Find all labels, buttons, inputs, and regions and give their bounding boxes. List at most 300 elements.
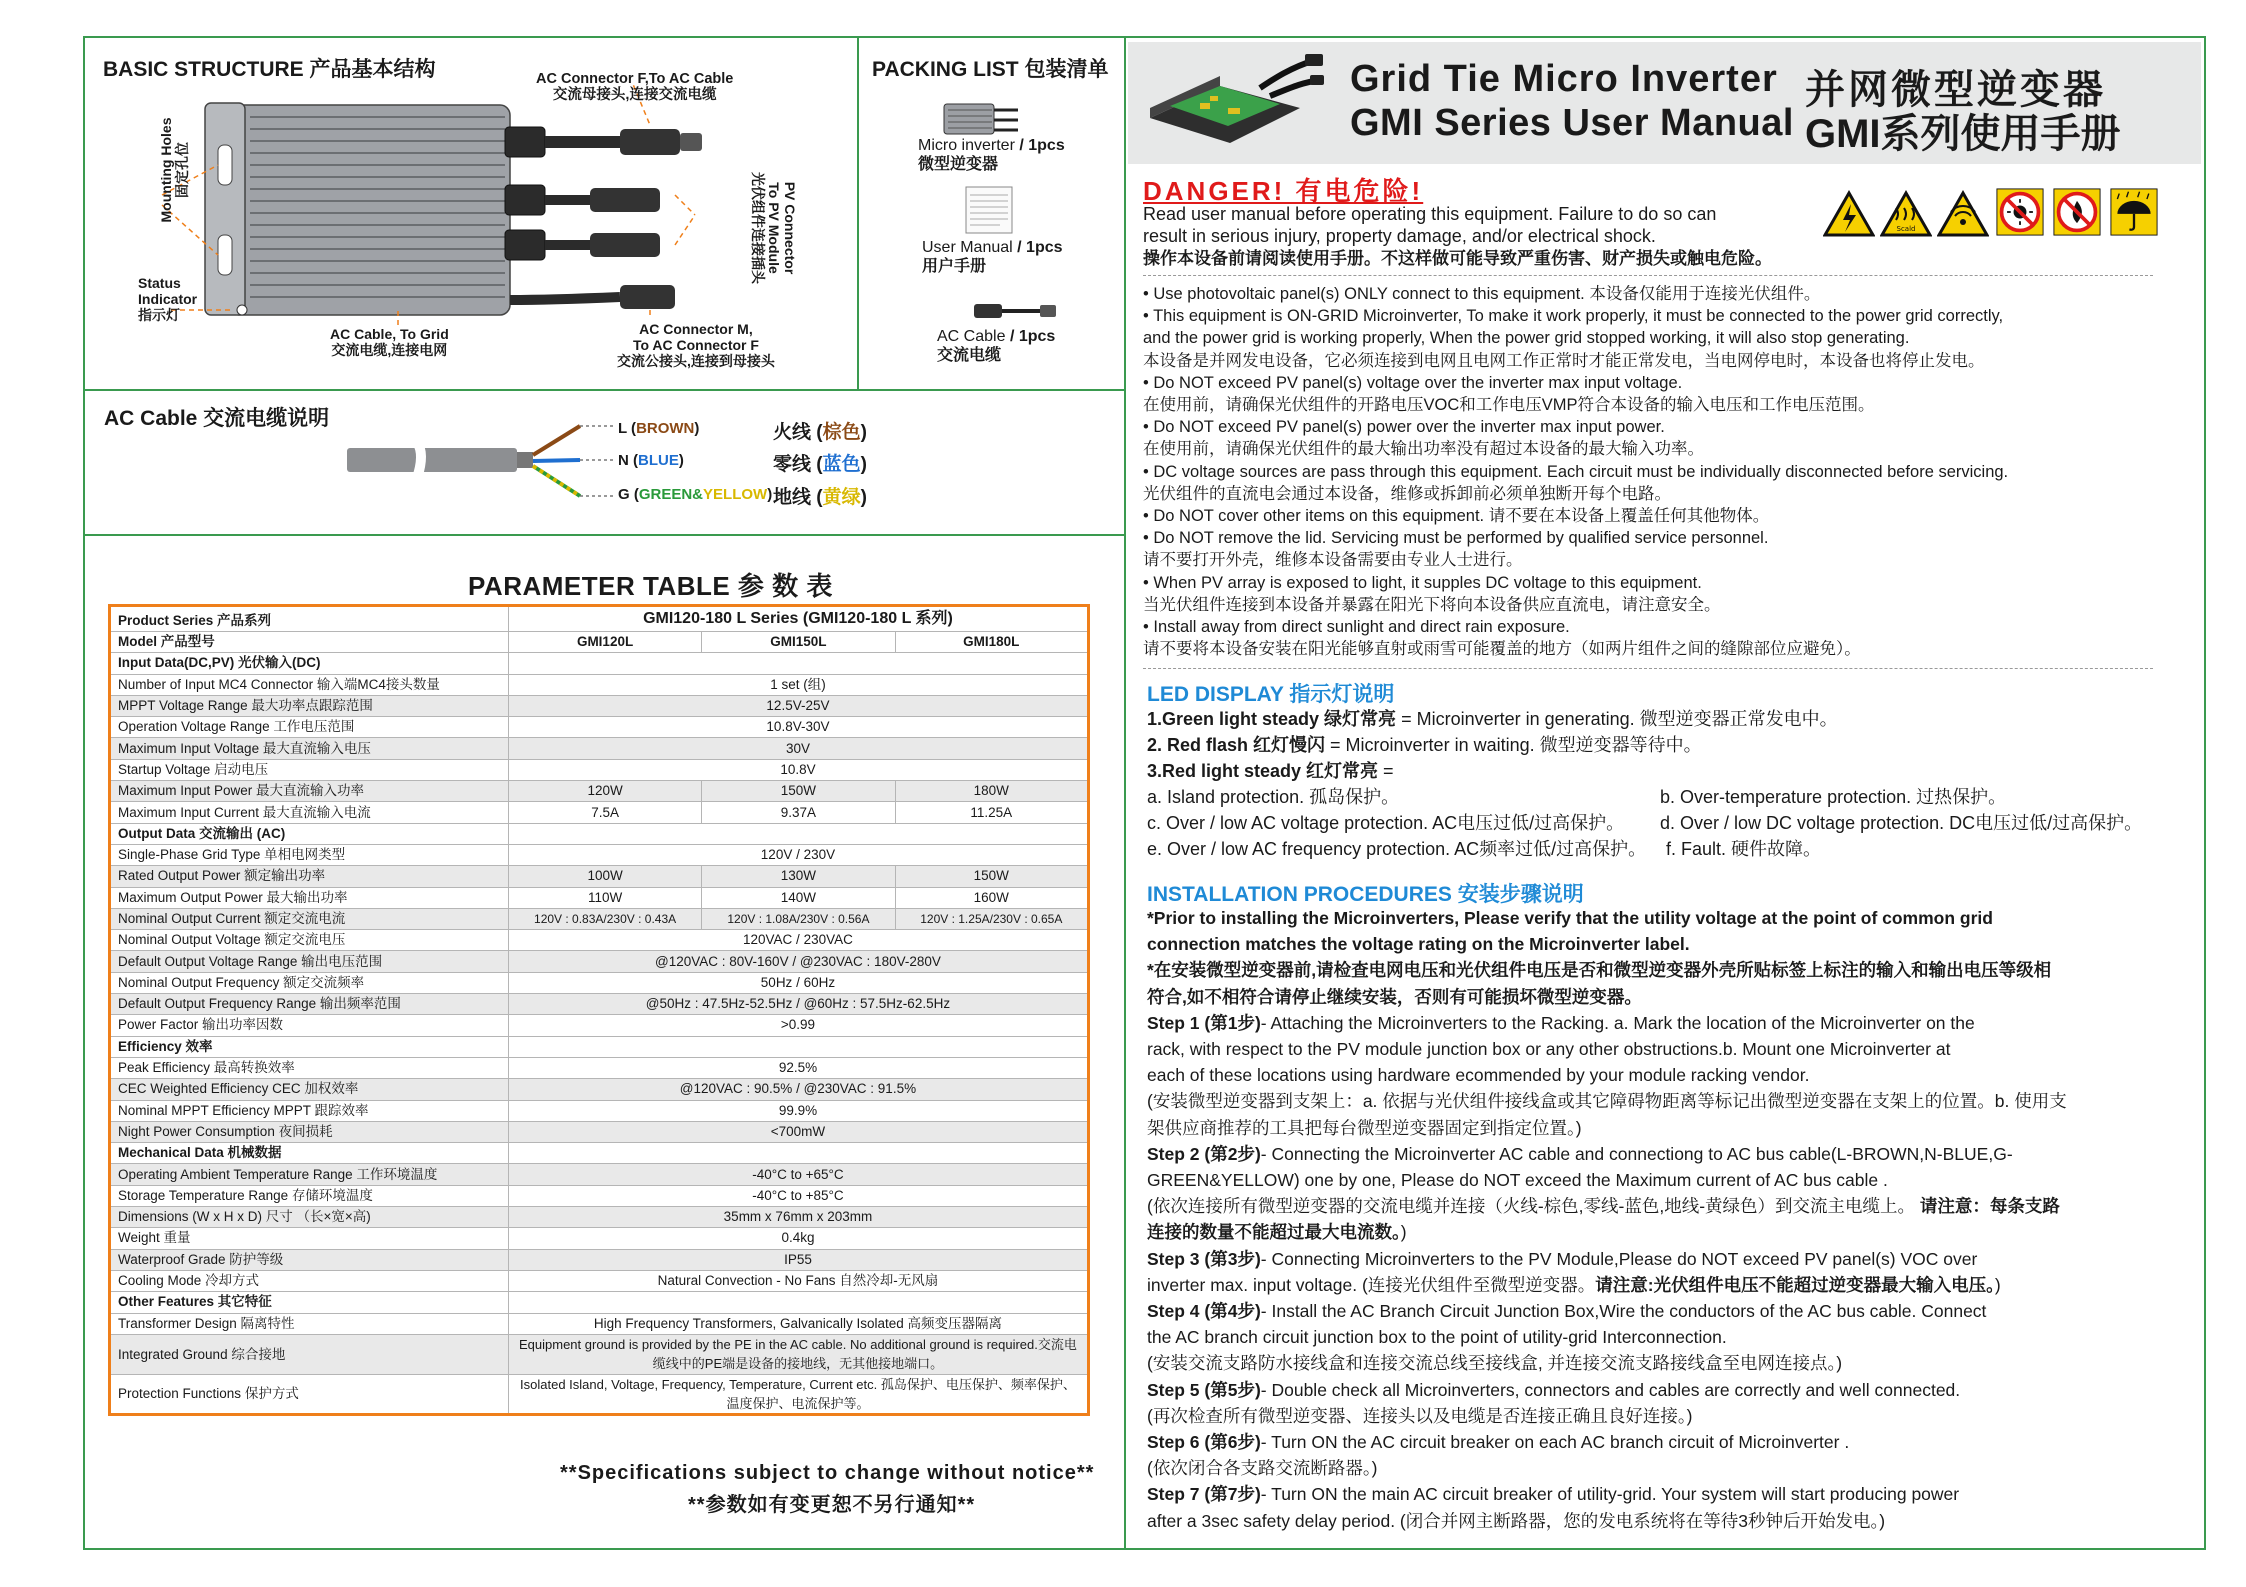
param-name: Night Power Consumption 夜间损耗 — [110, 1121, 509, 1142]
label-line: 光伏组件连接插头 — [750, 172, 766, 284]
param-value: 150W — [895, 866, 1088, 887]
install-text: rack, with respect to the PV module junction box or any other obstructions.b. Mount one Microinverter at — [1147, 1039, 1951, 1059]
packing-item-qty: / 1pcs — [1017, 239, 1063, 256]
param-value: 99.9% — [508, 1100, 1088, 1121]
table-row — [110, 759, 1089, 780]
led-fault-a: a. Island protection. 孤岛保护。 — [1147, 787, 1400, 807]
table-row — [110, 738, 1089, 759]
param-value: High Frequency Transformers, Galvanically Isolated 高频变压器隔离 — [508, 1313, 1088, 1334]
install-line — [1147, 984, 1642, 1010]
param-value: 120V / 230V — [508, 844, 1088, 865]
danger-bullet: • Install away from direct sunlight and direct rain exposure. — [1143, 618, 1570, 636]
param-value: 10.8V — [508, 759, 1088, 780]
led-state: 2. Red flash 红灯慢闪 — [1147, 735, 1326, 755]
install-text: ) — [1400, 1222, 1407, 1243]
install-line — [1147, 1377, 1960, 1403]
param-name: Default Output Voltage Range 输出电压范围 — [110, 951, 509, 972]
param-value: @120VAC : 80V-160V / @230VAC : 180V-280V — [508, 951, 1088, 972]
table-row — [110, 866, 1089, 887]
param-value: 9.37A — [702, 802, 895, 823]
radiation-warning-icon — [1937, 190, 1989, 238]
label-status-indicator — [138, 275, 197, 323]
install-text: (依次闭合各支路交流断路器。) — [1147, 1458, 1378, 1479]
table-row — [110, 1164, 1089, 1185]
param-name: CEC Weighted Efficiency CEC 加权效率 — [110, 1079, 509, 1100]
packing-item-cable — [937, 327, 1055, 365]
table-row — [110, 1207, 1089, 1228]
install-text: - Install the AC Branch Circuit Junction Box,Wire the conductors of the AC bus cable. Connect — [1260, 1301, 1987, 1321]
param-value — [508, 1036, 1088, 1057]
table-row — [110, 606, 1089, 632]
param-value: 150W — [702, 781, 895, 802]
install-line — [1147, 1036, 1950, 1062]
param-name: Power Factor 输出功率因数 — [110, 1015, 509, 1036]
model-cell: GMI120L — [508, 632, 701, 653]
danger-bullet: 请不要将本设备安装在阳光能够直射或雨雪可能覆盖的地方（如两片组件之间的缝隙部位应避免）。 — [1143, 640, 1861, 659]
wire-color-name: GREEN& — [638, 486, 704, 503]
param-name: Default Output Frequency Range 输出频率范围 — [110, 994, 509, 1015]
series-value: GMI120-180 L Series (GMI120-180 L 系列) — [508, 606, 1088, 632]
title-en-line1: Grid Tie Micro Inverter — [1350, 58, 1778, 100]
table-row — [110, 1143, 1089, 1164]
micro-inverter-thumbnail — [940, 98, 1020, 140]
param-value: Natural Convection - No Fans 自然冷却-无风扇 — [508, 1270, 1088, 1291]
param-value: 140W — [702, 887, 895, 908]
wire-zh-c: ) — [860, 422, 867, 443]
danger-bullet: • Do NOT remove the lid. Servicing must be performed by qualified service personnel. — [1143, 529, 1769, 548]
install-line — [1147, 1141, 2013, 1167]
wire-code-end: ) — [694, 420, 700, 437]
wire-zh-b: 蓝色 — [822, 454, 861, 475]
wire-code-end: ) — [678, 452, 684, 469]
packing-list-heading: PACKING LIST 包装清单 — [872, 58, 1109, 81]
label-pv-connector — [742, 148, 798, 308]
wire-g-zh — [773, 482, 867, 509]
param-value: 10.8V-30V — [508, 717, 1088, 738]
param-value: 7.5A — [508, 802, 701, 823]
param-name: Operating Ambient Temperature Range 工作环境温度 — [110, 1164, 509, 1185]
install-line — [1147, 1088, 2067, 1114]
param-value — [508, 1292, 1088, 1313]
param-value: 92.5% — [508, 1057, 1088, 1078]
param-value: Isolated Island, Voltage, Frequency, Temperature, Current etc. 孤岛保护、电压保护、频率保护、温度保护、电流保护等。 — [508, 1374, 1088, 1414]
packing-item-zh: 交流电缆 — [937, 347, 1002, 364]
param-name: Operation Voltage Range 工作电压范围 — [110, 717, 509, 738]
wire-code: N ( — [618, 452, 638, 469]
param-value: 180W — [895, 781, 1088, 802]
param-value: 120VAC / 230VAC — [508, 930, 1088, 951]
danger-bullet: and the power grid is working properly, When the power grid stopped working, it will also stop generating. — [1143, 329, 1910, 348]
install-text: - Connecting the Microinverter AC cable and connectiong to AC bus cable(L-BROWN,N-BLUE,G- — [1260, 1143, 2013, 1164]
param-name: Single-Phase Grid Type 单相电网类型 — [110, 844, 509, 865]
label-line: 交流电缆,连接电网 — [331, 342, 448, 358]
install-bold-text: Step 5 (第5步) — [1147, 1379, 1261, 1400]
param-name: Input Data(DC,PV) 光伏输入(DC) — [110, 653, 509, 674]
install-text: after a 3sec safety delay period. (闭合并网主断路器，您的发电系统将在等待3秒钟后开始发电。) — [1147, 1510, 1886, 1531]
param-name: Integrated Ground 综合接地 — [110, 1334, 509, 1374]
param-value: 100W — [508, 866, 701, 887]
packing-item-zh: 微型逆变器 — [918, 156, 999, 173]
param-value — [508, 1143, 1088, 1164]
label-mounting-holes — [158, 100, 198, 240]
label-ac-connector-f — [536, 71, 733, 103]
divider-basic — [83, 389, 1125, 391]
param-value: 120V : 1.25A/230V : 0.65A — [895, 908, 1088, 929]
hot-surface-warning-icon — [1880, 190, 1932, 238]
wire-g-label — [618, 486, 772, 503]
install-bold-text: 连接的数量不能超过最大电流数。 — [1147, 1222, 1401, 1243]
ac-cable-thumbnail — [970, 296, 1060, 324]
danger-bullet: 在使用前，请确保光伏组件的开路电压VOC和工作电压VMP符合本设备的输入电压和工作电压范围。 — [1143, 396, 1875, 414]
label-line: AC Connector F,To AC Cable — [536, 71, 734, 87]
no-sunlight-icon — [1994, 188, 2046, 236]
install-line — [1147, 1324, 1727, 1350]
label-line: 交流公接头,连接到母接头 — [617, 353, 775, 369]
label-line: Indicator — [138, 291, 198, 307]
param-value — [508, 653, 1088, 674]
param-value: -40°C to +85°C — [508, 1185, 1088, 1206]
label-line: 交流母接头,连接交流电缆 — [552, 87, 717, 103]
param-name: Dimensions (W x H x D) 尺寸 （长×宽×高) — [110, 1207, 509, 1228]
led-red-steady — [1147, 758, 1394, 784]
table-row — [110, 844, 1089, 865]
table-row — [110, 823, 1089, 844]
install-text: (安装微型逆变器到支架上：a. 依据与光伏组件接线盒或其它障碍物距离等标记出微型逆变器在支架上的位置。b. 使用支 — [1147, 1091, 2067, 1112]
param-value: 110W — [508, 887, 701, 908]
installation-heading: INSTALLATION PROCEDURES 安装步骤说明 — [1147, 883, 1584, 906]
label-line: AC Cable, To Grid — [330, 326, 449, 342]
table-row — [110, 1079, 1089, 1100]
model-cell: GMI180L — [895, 632, 1088, 653]
divider-cable — [83, 534, 1125, 536]
install-line — [1147, 1010, 1975, 1036]
param-name: Rated Output Power 额定输出功率 — [110, 866, 509, 887]
danger-bullet: 光伏组件的直流电会通过本设备，维修或拆卸前必须单独断开每个电路。 — [1143, 484, 1671, 503]
table-row — [110, 1249, 1089, 1270]
param-value: 30V — [508, 738, 1088, 759]
spec-note-zh: **参数如有变更恕不另行通知** — [688, 1494, 976, 1516]
table-row — [110, 1121, 1089, 1142]
led-fault-c: c. Over / low AC voltage protection. AC电压过低/过高保护。 — [1147, 813, 1625, 833]
danger-title: DANGER! 有电危险! — [1143, 176, 1424, 206]
label-ac-cable-grid — [330, 326, 449, 358]
install-line — [1147, 957, 2051, 983]
install-line — [1147, 1403, 1692, 1429]
install-text: - Turn ON the AC circuit breaker on each AC branch circuit of Microinverter . — [1260, 1432, 1850, 1452]
wire-n-label — [618, 452, 684, 469]
param-name: Nominal Output Current 额定交流电流 — [110, 908, 509, 929]
svg-text:Scald: Scald — [1896, 225, 1916, 233]
install-text: each of these locations using hardware ecommended by your module racking vendor. — [1147, 1065, 1810, 1086]
table-row — [110, 951, 1089, 972]
param-name: Maximum Output Power 最大输出功率 — [110, 887, 509, 908]
install-line — [1147, 1167, 1888, 1193]
danger-bullet: • When PV array is exposed to light, it supples DC voltage to this equipment. — [1143, 573, 1702, 592]
param-value: 0.4kg — [508, 1228, 1088, 1249]
install-bold-text: connection matches the voltage rating on the Microinverter label. — [1147, 934, 1690, 955]
install-line — [1147, 905, 1993, 931]
install-text: - Attaching the Microinverters to the Racking. a. Mark the location of the Microinverter on the — [1260, 1012, 1975, 1033]
param-name: Other Features 其它特征 — [110, 1292, 509, 1313]
packing-item-qty: / 1pcs — [1009, 328, 1056, 345]
install-line — [1147, 1062, 1809, 1088]
install-bold-text: Step 1 (第1步) — [1147, 1012, 1261, 1033]
wire-color-name: BLUE — [638, 452, 679, 469]
danger-bullet: • Do NOT cover other items on this equipment. 请不要在本设备上覆盖任何其他物体。 — [1143, 507, 1770, 525]
install-line — [1147, 1193, 2060, 1219]
table-row — [110, 1100, 1089, 1121]
label-line: To AC Connector F — [632, 337, 759, 353]
title-en-line2: GMI Series User Manual — [1350, 102, 1794, 144]
danger-bullet: • Use photovoltaic panel(s) ONLY connect to this equipment. 本设备仅能用于连接光伏组件。 — [1143, 285, 1821, 303]
param-name: Nominal Output Frequency 额定交流频率 — [110, 972, 509, 993]
param-value: 160W — [895, 887, 1088, 908]
table-row — [110, 653, 1089, 674]
table-row — [110, 1292, 1089, 1313]
param-name: Protection Functions 保护方式 — [110, 1374, 509, 1414]
keep-dry-icon — [2108, 188, 2160, 236]
led-divider — [1143, 668, 2153, 669]
wire-code-end: ) — [767, 486, 773, 503]
table-row — [110, 1334, 1089, 1374]
parameter-table-heading: PARAMETER TABLE 参 数 表 — [468, 571, 833, 601]
wire-color-name: BROWN — [636, 420, 695, 437]
label-line: To PV Module — [766, 182, 782, 274]
param-value — [508, 823, 1088, 844]
param-value: 130W — [702, 866, 895, 887]
table-row — [110, 1313, 1089, 1334]
install-line — [1147, 1429, 1849, 1455]
install-line — [1147, 1350, 1842, 1376]
param-value: 120W — [508, 781, 701, 802]
param-name: Weight 重量 — [110, 1228, 509, 1249]
packing-item-name: Micro inverter — [918, 137, 1015, 154]
param-value: @120VAC : 90.5% / @230VAC : 91.5% — [508, 1079, 1088, 1100]
param-name: Maximum Input Current 最大直流输入电流 — [110, 802, 509, 823]
table-row — [110, 717, 1089, 738]
led-fault-d: d. Over / low DC voltage protection. DC电压过低/过高保护。 — [1660, 813, 2143, 833]
param-name: Transformer Design 隔离特性 — [110, 1313, 509, 1334]
install-line — [1147, 1508, 1885, 1534]
install-bold-text: Step 6 (第6步) — [1147, 1432, 1261, 1452]
basic-structure-heading: BASIC STRUCTURE 产品基本结构 — [103, 58, 436, 81]
param-name: Maximum Input Voltage 最大直流输入电压 — [110, 738, 509, 759]
table-row — [110, 887, 1089, 908]
led-meaning: = Microinverter in generating. 微型逆变器正常发电中。 — [1396, 709, 1838, 729]
install-bold-text: Step 4 (第4步) — [1147, 1301, 1261, 1321]
install-text: (依次连接所有微型逆变器的交流电缆并连接（火线-棕色,零线-蓝色,地线-黄绿色）到交流主电缆上。 — [1147, 1196, 1916, 1217]
wire-l-zh — [773, 417, 867, 444]
wire-code: L ( — [618, 420, 637, 437]
install-bold-text: Step 2 (第2步) — [1147, 1143, 1261, 1164]
table-row — [110, 994, 1089, 1015]
param-name: Startup Voltage 启动电压 — [110, 759, 509, 780]
table-row — [110, 972, 1089, 993]
param-value: 12.5V-25V — [508, 695, 1088, 716]
title-zh-line1: 并网微型逆变器 — [1805, 68, 2106, 112]
wire-zh-c: ) — [860, 487, 867, 508]
param-name: Nominal Output Voltage 额定交流电压 — [110, 930, 509, 951]
lightning-warning-icon — [1823, 190, 1875, 238]
table-row — [110, 674, 1089, 695]
column-divider — [1124, 36, 1126, 1550]
wire-code: G ( — [618, 486, 639, 503]
packing-item-zh: 用户手册 — [922, 258, 987, 275]
install-bold-text: 请注意:光伏组件电压不能超过逆变器最大输入电压。 — [1595, 1274, 1995, 1295]
param-value: 11.25A — [895, 802, 1088, 823]
wire-zh-b: 黄绿 — [822, 487, 861, 508]
wire-zh-c: ) — [860, 454, 867, 475]
param-value: -40°C to +65°C — [508, 1164, 1088, 1185]
param-name: Number of Input MC4 Connector 输入端MC4接头数量 — [110, 674, 509, 695]
parameter-table — [108, 604, 1090, 1416]
danger-text: result in serious injury, property damage, and/or electrical shock. — [1143, 226, 1656, 246]
table-row — [110, 695, 1089, 716]
danger-bullet: • Do NOT exceed PV panel(s) power over the inverter max input power. — [1143, 418, 1665, 437]
no-fire-icon — [2051, 188, 2103, 236]
table-row — [110, 632, 1089, 653]
danger-bullet: • Do NOT exceed PV panel(s) voltage over the inverter max input voltage. — [1143, 373, 1683, 392]
led-red-flash — [1147, 732, 1702, 758]
install-bold-text: *Prior to installing the Microinverters, Please verify that the utility voltage at the point of common grid — [1147, 908, 1993, 928]
param-name: Maximum Input Power 最大直流输入功率 — [110, 781, 509, 802]
table-row — [110, 908, 1089, 929]
table-row — [110, 930, 1089, 951]
install-line — [1147, 1246, 1977, 1272]
danger-bullet: • This equipment is ON-GRID Microinverter, To make it work properly, it must be connected to the power grid correctly, — [1143, 307, 2004, 326]
label-line: Status — [138, 275, 181, 291]
param-name: Peak Efficiency 最高转换效率 — [110, 1057, 509, 1078]
install-text: the AC branch circuit junction box to the point of utility-grid Interconnection. — [1147, 1327, 1727, 1348]
packing-item-manual — [922, 238, 1063, 276]
param-value: >0.99 — [508, 1015, 1088, 1036]
product-photo — [1140, 48, 1325, 158]
param-value: 50Hz / 60Hz — [508, 972, 1088, 993]
packing-item-inverter — [918, 136, 1065, 174]
led-fault-f: f. Fault. 硬件故障。 — [1666, 839, 1822, 859]
install-text: ) — [1994, 1274, 2001, 1295]
label-line: 固定孔位 — [174, 142, 190, 198]
danger-text: Read user manual before operating this equipment. Failure to do so can — [1143, 204, 1717, 224]
wire-zh-a: 火线 ( — [773, 422, 823, 443]
table-row — [110, 1270, 1089, 1291]
title-zh-line2: GMI系列使用手册 — [1805, 112, 2121, 156]
danger-bullet: • DC voltage sources are pass through this equipment. Each circuit must be individually disconnected before servicing. — [1143, 462, 2009, 481]
install-bold-text: Step 3 (第3步) — [1147, 1248, 1261, 1269]
param-value: 120V : 1.08A/230V : 0.56A — [702, 908, 895, 929]
led-fault-b: b. Over-temperature protection. 过热保护。 — [1660, 787, 2007, 807]
install-line — [1147, 1272, 2001, 1298]
param-value: IP55 — [508, 1249, 1088, 1270]
led-meaning: = — [1378, 761, 1394, 781]
danger-bullet: 当光伏组件连接到本设备并暴露在阳光下将向本设备供应直流电，请注意安全。 — [1143, 595, 1721, 614]
table-row — [110, 1374, 1089, 1414]
param-value: <700mW — [508, 1121, 1088, 1142]
label-line: 指示灯 — [138, 307, 180, 323]
table-row — [110, 802, 1089, 823]
install-text: (安装交流支路防水接线盒和连接交流总线至接线盒, 并连接交流支路接线盒至电网连接点。) — [1147, 1353, 1843, 1374]
ac-cable-diagram — [345, 418, 625, 508]
danger-bullet: 在使用前，请确保光伏组件的最大输出功率没有超过本设备的最大输入功率。 — [1143, 440, 1704, 459]
table-row — [110, 1185, 1089, 1206]
install-line — [1147, 1298, 1986, 1324]
param-name: MPPT Voltage Range 最大功率点跟踪范围 — [110, 695, 509, 716]
param-name: Mechanical Data 机械数据 — [110, 1143, 509, 1164]
spec-note-en: **Specifications subject to change without notice** — [560, 1462, 1095, 1484]
table-row — [110, 1015, 1089, 1036]
label-line: AC Connector M, — [639, 321, 753, 337]
wire-n-zh — [773, 449, 867, 476]
param-name: Output Data 交流输出 (AC) — [110, 823, 509, 844]
danger-bullet: 本设备是并网发电设备，它必须连接到电网且电网工作正常时才能正常发电，当电网停电时，本设备也将停止发电。 — [1143, 351, 1985, 370]
wire-zh-b: 棕色 — [822, 422, 861, 443]
install-text: inverter max. input voltage. (连接光伏组件至微型逆变器。 — [1147, 1274, 1596, 1295]
install-bold-text: *在安装微型逆变器前,请检查电网电压和光伏组件电压是否和微型逆变器外壳所贴标签上标注的输入和输出电压等级相 — [1147, 960, 2052, 981]
param-value: Equipment ground is provided by the PE in the AC cable. No additional ground is required.交流电缆线中的PE端是设备的接地线，无其他接地端口。 — [508, 1334, 1088, 1374]
install-text: (再次检查所有微型逆变器、连接头以及电缆是否连接正确且良好连接。) — [1147, 1405, 1693, 1426]
series-label: Product Series 产品系列 — [110, 606, 509, 632]
wire-zh-a: 地线 ( — [773, 487, 823, 508]
param-name: Efficiency 效率 — [110, 1036, 509, 1057]
install-line — [1147, 1481, 1959, 1507]
led-display-heading: LED DISPLAY 指示灯说明 — [1147, 683, 1395, 706]
install-bold-text: Step 7 (第7步) — [1147, 1484, 1261, 1505]
label-line: Mounting Holes — [158, 117, 174, 223]
led-state: 1.Green light steady 绿灯常亮 — [1147, 709, 1397, 729]
install-bold-text: 符合,如不相符合请停止继续安装，否则有可能损坏微型逆变器。 — [1147, 986, 1642, 1007]
param-name: Cooling Mode 冷却方式 — [110, 1270, 509, 1291]
model-cell: GMI150L — [702, 632, 895, 653]
wire-zh-a: 零线 ( — [773, 454, 823, 475]
packing-item-name: AC Cable — [937, 328, 1006, 345]
model-label: Model 产品型号 — [110, 632, 509, 653]
param-value: 35mm x 76mm x 203mm — [508, 1207, 1088, 1228]
param-name: Waterproof Grade 防护等级 — [110, 1249, 509, 1270]
wire-color-name-2: YELLOW — [703, 486, 768, 503]
install-text: - Turn ON the main AC circuit breaker of utility-grid. Your system will start producing power — [1260, 1484, 1960, 1505]
install-text: - Connecting Microinverters to the PV Module,Please do NOT exceed PV panel(s) VOC over — [1260, 1248, 1978, 1269]
param-name: Nominal MPPT Efficiency MPPT 跟踪效率 — [110, 1100, 509, 1121]
install-line — [1147, 1219, 1407, 1245]
param-name: Storage Temperature Range 存储环境温度 — [110, 1185, 509, 1206]
install-line — [1147, 931, 1690, 957]
table-row — [110, 1036, 1089, 1057]
led-state: 3.Red light steady 红灯常亮 — [1147, 761, 1379, 781]
param-value: 1 set (组) — [508, 674, 1088, 695]
table-row — [110, 1057, 1089, 1078]
param-value: 120V : 0.83A/230V : 0.43A — [508, 908, 701, 929]
table-row — [110, 781, 1089, 802]
install-bold-text: 请注意：每条支路 — [1915, 1196, 2060, 1217]
packing-item-name: User Manual — [922, 239, 1013, 256]
wire-l-label — [618, 420, 699, 437]
ac-cable-heading: AC Cable 交流电缆说明 — [104, 407, 330, 430]
label-ac-connector-m — [617, 321, 775, 369]
table-row — [110, 1228, 1089, 1249]
danger-bullet: 请不要打开外壳，维修本设备需要由专业人士进行。 — [1143, 551, 1523, 570]
param-value: @50Hz : 47.5Hz-52.5Hz / @60Hz : 57.5Hz-62.5Hz — [508, 994, 1088, 1015]
install-text: 架供应商推荐的工具把每台微型逆变器固定到指定位置。) — [1147, 1117, 1582, 1138]
danger-divider — [1143, 275, 2153, 276]
danger-text-zh: 操作本设备前请阅读使用手册。不这样做可能导致严重伤害、财产损失或触电危险。 — [1143, 249, 1772, 268]
label-line: PV Connector — [782, 181, 798, 275]
install-text: GREEN&YELLOW) one by one, Please do NOT exceed the Maximum current of AC bus cable . — [1147, 1170, 1888, 1190]
led-green-steady — [1147, 706, 1838, 732]
install-line — [1147, 1115, 1582, 1141]
install-line — [1147, 1455, 1377, 1481]
packing-item-qty: / 1pcs — [1019, 137, 1065, 154]
user-manual-thumbnail — [960, 183, 1030, 238]
